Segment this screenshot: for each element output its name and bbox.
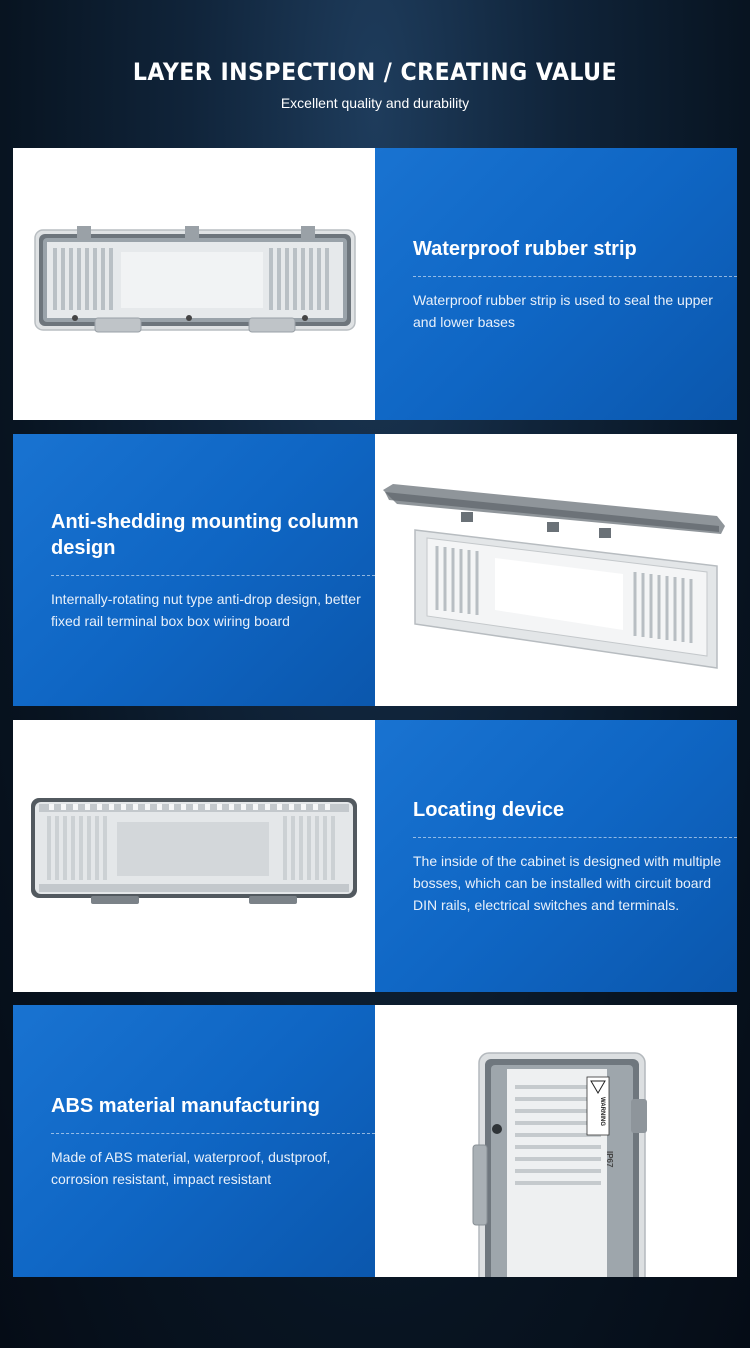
feature-title: Waterproof rubber strip [413, 237, 637, 260]
page-subtitle: Excellent quality and durability [280, 95, 470, 111]
feature-description: Made of ABS material, waterproof, dustproof, corrosion resistant, impact resistant [51, 1148, 331, 1187]
feature-title: Anti-shedding mounting column design [51, 510, 359, 559]
dashed-divider [413, 837, 737, 838]
rating-label: IP67 [605, 1151, 614, 1168]
feature-row-waterproof-strip [13, 148, 737, 420]
enclosure-closeup-illustration [375, 1005, 737, 1277]
feature-text-panel [13, 434, 375, 706]
feature-row-anti-shedding [13, 434, 737, 706]
enclosure-open-illustration [375, 434, 737, 706]
product-image-interior [13, 720, 375, 992]
page-header [0, 0, 750, 148]
feature-text-panel [375, 720, 737, 992]
feature-row-abs-material [13, 1005, 737, 1277]
product-image-closed-front [13, 148, 375, 420]
page-title: LAYER INSPECTION / CREATING VALUE [132, 58, 618, 86]
feature-description: The inside of the cabinet is designed with multiple bosses, which can be installed with circuit board DIN rails, electrical switches and terminals. [413, 852, 722, 913]
enclosure-interior-illustration [13, 720, 375, 992]
enclosure-front-illustration [13, 148, 375, 420]
feature-text-panel [375, 148, 737, 420]
feature-description: Waterproof rubber strip is used to seal the upper and lower bases [413, 291, 713, 330]
feature-title: ABS material manufacturing [51, 1094, 320, 1117]
feature-row-locating-device [13, 720, 737, 992]
feature-description: Internally-rotating nut type anti-drop design, better fixed rail terminal box box wiring board [51, 590, 361, 629]
feature-title: Locating device [413, 798, 565, 821]
dashed-divider [413, 276, 737, 277]
dashed-divider [51, 1133, 375, 1134]
product-image-closeup [375, 1005, 737, 1277]
warning-label: WARNING [599, 1097, 605, 1126]
product-image-open-lid [375, 434, 737, 706]
dashed-divider [51, 575, 375, 576]
feature-text-panel [13, 1005, 375, 1277]
